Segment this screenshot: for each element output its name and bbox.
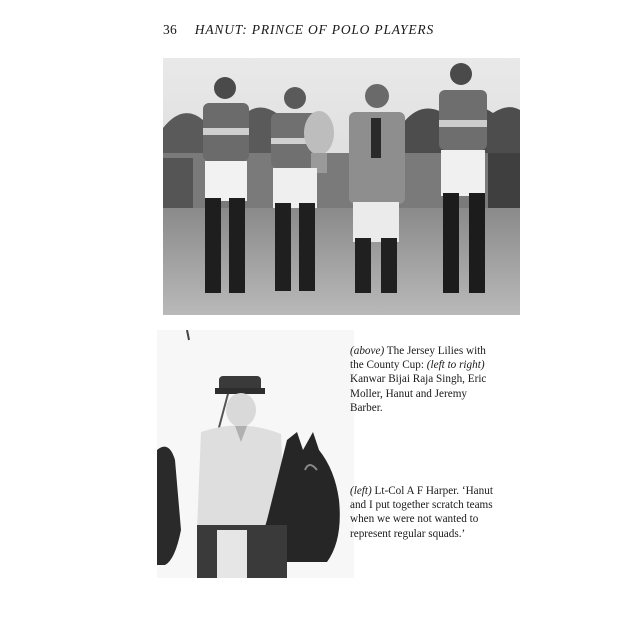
caption-top-text-post: Kanwar Bijai Raja Singh, Eric Moller, Hanut and Jeremy Barber. (350, 373, 487, 414)
caption-bottom-text: Lt-Col A F Harper. ‘Hanut and I put together scratch teams when we were not wanted to represent regular squads.’ (350, 485, 493, 540)
running-head (163, 22, 434, 38)
photo-harper-with-horses (157, 330, 354, 578)
book-title: HANUT: PRINCE OF POLO PLAYERS (194, 22, 435, 37)
photo-team-with-cup (163, 58, 520, 315)
page-number: 36 (163, 22, 178, 37)
caption-bottom-direction: (left) (350, 485, 372, 497)
caption-bottom (350, 484, 502, 541)
caption-top-direction: (above) (350, 345, 385, 357)
photo-harper-with-horses-image (157, 330, 354, 578)
caption-top-order: (left to right) (426, 359, 485, 372)
photo-team-with-cup-image (163, 58, 520, 315)
caption-top (350, 344, 500, 415)
caption-top-text-pre: The Jersey Lilies with the County Cup: (350, 345, 486, 372)
